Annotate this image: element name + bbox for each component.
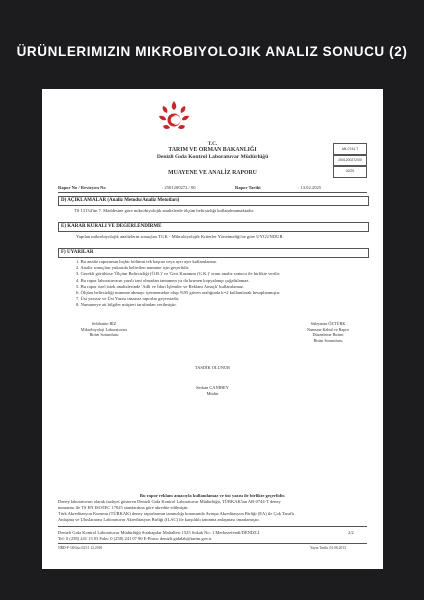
list-item: 2. Analiz sonuçları yukarıda belirtilen numune için geçerlidir.: [76, 265, 190, 271]
section-d-title: D) AÇIKLAMALAR (Analiz Metodu/Analiz Metotları): [58, 196, 369, 206]
section-e-title: E) KARAR KURALI VE DEĞERLENDİRME: [58, 222, 369, 232]
lab-contact: Tel: 0 (258) 241 13 03 Faks: 0 (258) 241 07 90 E-Posta: denizli.gidalab@tarim.gov.tr: [58, 536, 212, 541]
list-item: 1. Bu analiz raporunun hiçbir bölümü tek başına veya ayrı ayrı kullanılamaz.: [76, 259, 218, 264]
signature-right: [288, 321, 368, 343]
approver-name: Serkan CANİBEY: [196, 385, 229, 390]
header-directorate: Denizli Gıda Kontrol Laboratuvar Müdürlüğü: [156, 154, 269, 160]
accreditation-note: Deney laboratuvarı olarak faaliyet gösteren Denizli Gıda Kontrol Laboratuvar Müdürlüğü, TÜRKAK'tan AB-0744-T deney: [58, 499, 281, 504]
approval-label: TASDİK OLUNUR: [194, 365, 231, 370]
approver-title: Müdür: [206, 391, 219, 396]
signer-name: Selahattin BİZ: [91, 321, 117, 326]
signature-left: [64, 321, 144, 338]
divider: [58, 526, 367, 527]
signer-unit: Düzenleme Birimi: [312, 332, 344, 338]
signer-unit: Mikrobiyoloji Laboratuvarı: [80, 326, 128, 332]
header-ministry: TARIM VE ORMAN BAKANLIĞI: [168, 147, 257, 153]
list-item: 5. Bu rapor özel istek analizlerinde 'Adli ve İdari İşlemler ve Reklam Amaçlı' kullanılamaz.: [76, 283, 245, 289]
period-code: 02/25: [333, 165, 367, 178]
footer-warning: Bu rapor reklam amacıyla kullanılamaz ve üst yazısı ile birlikte geçerlidir.: [139, 493, 286, 498]
accreditation-note: Türk Akreditasyon Kurumu (TÜRKAK) deney raporlarının tanınırlığı konusunda Avrupa Akreditasyon Birliği (EA) ile Çok Taraflı: [58, 511, 294, 516]
divider: [58, 543, 367, 544]
report-no-value: : 2501200272 / 00: [162, 185, 196, 190]
report-no-label: Rapor No / Revizyon No: [58, 185, 106, 190]
list-item: 6. Ölçüm belirsizliği numune ahmayı içermemekte olup %95 güven aralığında k=2 kullanılarak hesaplanmıştır.: [76, 290, 281, 295]
accreditation-note: Anlaşma ve Uluslararası Laboratuvar Akreditasyon Birliği (ILAC) ile karşılıklı tanınma anlaşması imzalamıştır.: [58, 517, 260, 522]
report-date-label: Rapor Tarihi: [235, 185, 261, 190]
accreditation-note: numarası ile TS EN ISO/IEC 17025 standardına göre akredite edilmiştir.: [58, 505, 189, 510]
section-e-text: Yapılan mikrobiyolojik analizlerin sonuçları TGK - Mikrobiyolojik Kriterler Yönetmeliği'ne göre UYGUNDUR.: [76, 234, 284, 239]
header-tc: T.C.: [207, 141, 218, 147]
signer-name: Süleyman ÖZTÜRK: [310, 321, 346, 326]
accreditation-code: AB-0744-T: [333, 143, 367, 156]
list-item: 4. Bu rapor laboratuvarın yazılı izni olmadan tamamen ya da kısmen kopyalanıp çoğaltılamaz.: [76, 277, 250, 283]
section-d-text: TS 13134'ün 7. Maddesine göre mikrobiyolojik analizlerde ölçüm belirsizliği kullanılmamaktadır.: [74, 208, 255, 213]
report-code: 2501200272/00: [333, 154, 367, 167]
publish-date: Yayın Tarihi :01.06.2013: [310, 546, 346, 550]
page-number: 2/2: [348, 530, 354, 535]
signer-role: Birim Sorumlusu: [89, 332, 119, 338]
list-item: 3. Gerekli görülürse 'Ölçüm Belirsizliği (Ö.B.)' ve 'Geri Kazanım (G.K.)' oranı analiz sonucu ile birlikte verilir.: [76, 271, 281, 277]
list-item: 7. Üst yazısız ve Üst Yazısı imzasız raporlar geçersizdir.: [76, 296, 180, 302]
section-f-title: F) UYARILAR: [58, 248, 369, 258]
lab-address: Denizli Gıda Kontrol Laboratuvar Müdürlüğü Sırakapılar Mahallesi 1525 Sokak No: 1 Merkezefendi/DENİZLİ: [58, 530, 260, 535]
form-number: NRD-F-18/Güc.02/11.12.2018: [58, 546, 103, 550]
divider: [58, 192, 367, 193]
signer-role: Birim Sorumlusu: [313, 337, 343, 343]
report-title: MUAYENE VE ANALİZ RAPORU: [168, 170, 257, 176]
signer-unit: Numune Kabul ve Rapor: [307, 326, 349, 332]
report-date-value: : 13.02.2025: [298, 185, 322, 190]
analysis-report-document: [42, 89, 383, 569]
list-item: 8. Numuneye ait bilgiler müşteri tarafından verilmiştir.: [76, 302, 177, 308]
ministry-logo: [154, 97, 194, 137]
page-title: ÜRÜNLERIMIZIN MIKROBIYOLOJIK ANALIZ SONUCU (2): [16, 44, 408, 59]
warnings-list: [76, 259, 366, 319]
